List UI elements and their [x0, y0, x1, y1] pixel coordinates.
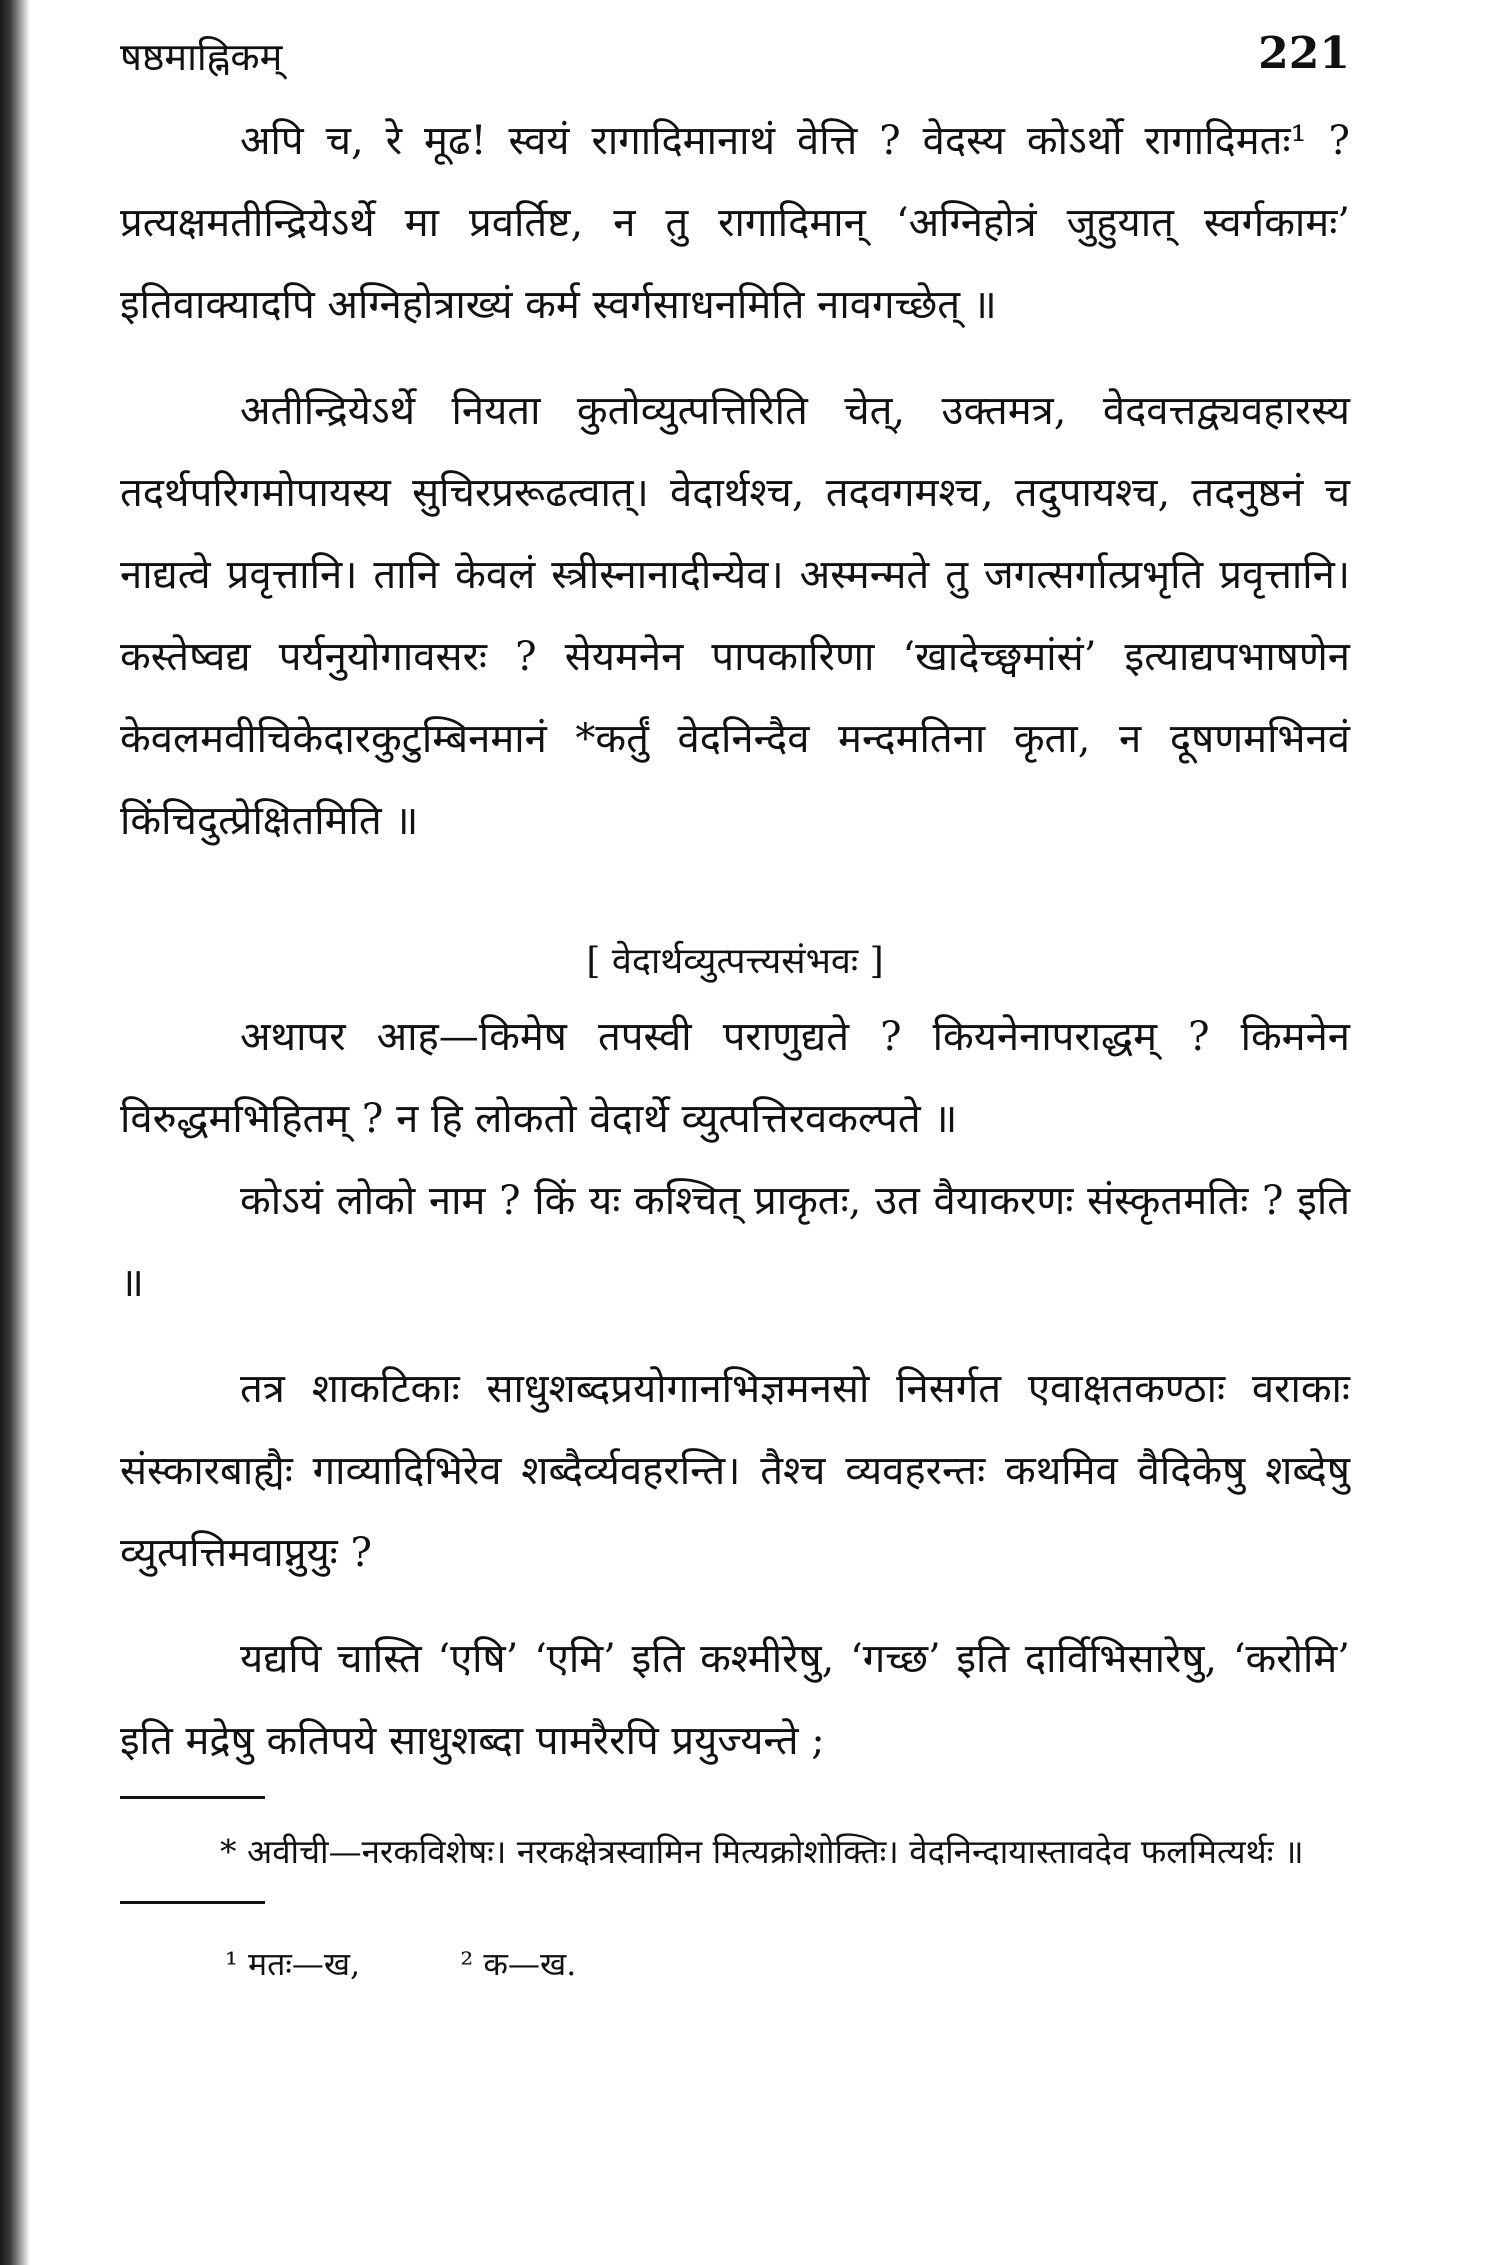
book-page	[120, 30, 1350, 1985]
book-binding-shadow	[0, 0, 30, 2265]
variant-ref-2: ² क—ख.	[460, 1945, 577, 1983]
page-number: 221	[1258, 28, 1350, 79]
section-paragraph-2: कोऽयं लोको नाम ? किं यः कश्चित् प्राकृतः, उत वैयाकरणः संस्कृतमतिः ? इति ॥	[120, 1178, 1350, 1306]
section-paragraph-1: अथापर आह—किमेष तपस्वी पराणुद्यते ? कियनेनापराद्धम् ? किमनेन विरुद्धमभिहितम् ? न हि लोकतो वेदार्थे व्युत्पत्तिरवकल्पते ॥	[120, 1014, 1350, 1142]
footnote	[120, 1817, 1350, 1887]
variant-readings	[120, 1942, 1350, 1985]
variant-ref-1: ¹ मतः—ख,	[225, 1945, 361, 1983]
variant-divider	[120, 1901, 265, 1904]
footnote-text: * अवीची—नरकविशेषः। नरकक्षेत्रस्वामिन मित्यक्रोशोक्तिः। वेदनिन्दायास्तावदेव फलमित्यर्थः ॥	[220, 1832, 1304, 1871]
footnote-divider	[120, 1796, 265, 1799]
running-title: षष्ठमाह्निकम्	[120, 35, 283, 79]
paragraph-1: अपि च, रे मूढ! स्वयं रागादिमानाथं वेत्ति ? वेदस्य कोऽर्थो रागादिमतः¹ ? प्रत्यक्षमतीन्द्रियेऽर्थे मा प्रवर्तिष्ट, न तु रागादिमान् ‘अग्निहोत्रं जुहुयात् स्वर्गकामः’ इतिवाक्यादपि अग्निहोत्राख्यं कर्म स्वर्गसाधनमिति नावगच्छेत् ॥	[120, 118, 1350, 328]
paragraph-2: अतीन्द्रियेऽर्थे नियता कुतोव्युत्पत्तिरिति चेत्, उक्तमत्र, वेदवत्तद्व्यवहारस्य तदर्थपरिगमोपायस्य सुचिरप्ररूढत्वात्। वेदार्थश्च, तदवगमश्च, तदुपायश्च, तदनुष्ठनं च नाद्यत्वे प्रवृत्तानि। तानि केवलं स्त्रीस्नानादीन्येव। अस्मन्मते तु जगत्सर्गात्प्रभृति प्रवृत्तानि। कस्तेष्वद्य पर्यनुयोगावसरः ? सेयमनेन पापकारिणा ‘खादेच्छ्वमांसं’ इत्याद्यपभाषणेन केवलमवीचिकेदारकुटुम्बिनमानं *कर्तुं वेदनिन्दैव मन्दमतिना कृता, न दूषणमभिनवं किंचिदुत्प्रेक्षितमिति ॥	[120, 388, 1350, 844]
section-paragraph-3: तत्र शाकटिकाः साधुशब्दप्रयोगानभिज्ञमनसो निसर्गत एवाक्षतकण्ठाः वराकाः संस्कारबाह्यैः गाव्यादिभिरेव शब्दैर्व्यवहरन्ति। तैश्च व्यवहरन्तः कथमिव वैदिकेषु शब्देषु व्युत्पत्तिमवाप्नुयुः ?	[120, 1366, 1350, 1576]
running-header	[120, 30, 1350, 100]
section-paragraph-4: यद्यपि चास्ति ‘एषि’ ‘एमि’ इति कश्मीरेषु, ‘गच्छ’ इति दार्विभिसारेषु, ‘करोमि’ इति मद्रेषु कतिपये साधुशब्दा पामरैरपि प्रयुज्यन्ते ;	[120, 1636, 1350, 1764]
section-heading: [ वेदार्थव्युत्पत्त्यसंभवः ]	[586, 941, 884, 982]
